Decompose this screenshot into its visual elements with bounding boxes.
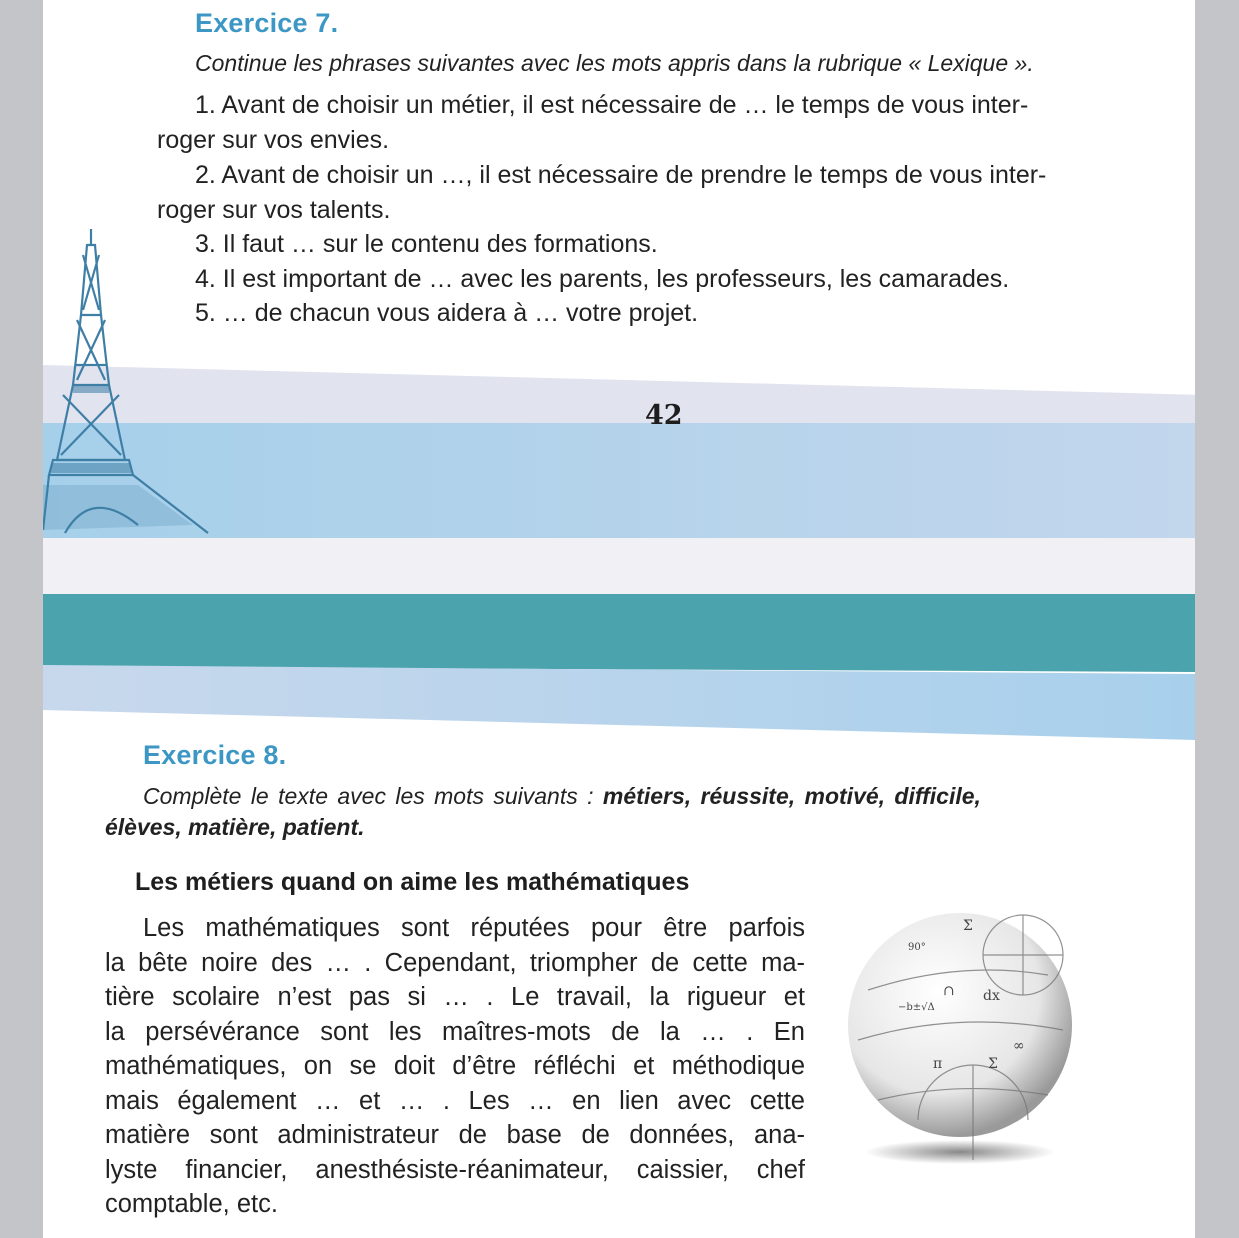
svg-text:π: π: [933, 1056, 943, 1072]
svg-text:−b±√Δ: −b±√Δ: [898, 1002, 935, 1013]
paragraph-line: tière scolaire n’est pas si … . Le travail, la rigueur et: [105, 983, 805, 1011]
exercise-7-title: Exercice 7.: [195, 8, 339, 38]
paragraph-line: la bête noire des … . Cependant, triompher de cette ma-: [105, 948, 805, 977]
page-gap: [43, 538, 1195, 594]
page-number: 42: [645, 400, 683, 431]
text-title: Les métiers quand on aime les mathématiques: [135, 868, 690, 896]
paragraph-line: mais également … et … . Les … en lien avec cette: [105, 1086, 805, 1115]
exercise-8-instruction: [143, 783, 1113, 810]
word-list: élèves, matière, patient.: [105, 814, 365, 840]
paragraph-line: Les mathématiques sont réputées pour être parfois: [143, 914, 805, 942]
exercise-8-instruction-cont: [105, 814, 365, 841]
svg-text:Σ: Σ: [963, 918, 973, 934]
exercise-7-line: 3. Il faut … sur le contenu des formations.: [195, 230, 658, 258]
header-band-teal: [43, 594, 1195, 672]
paragraph-line: lyste financier, anesthésiste-réanimateur, caissier, chef: [105, 1155, 805, 1184]
instruction-text: Complète le texte avec les mots suivants :: [143, 783, 603, 809]
svg-text:Σ: Σ: [988, 1056, 998, 1072]
paragraph-line: mathématiques, on se doit d’être réfléchi et méthodique: [105, 1052, 805, 1080]
exercise-7-line: 1. Avant de choisir un métier, il est nécessaire de … le temps de vous inter-: [195, 91, 1029, 119]
eiffel-tower-icon: [43, 225, 218, 535]
paragraph-line: la persévérance sont les maîtres-mots de la … . En: [105, 1017, 805, 1046]
exercise-7-line: 2. Avant de choisir un …, il est nécessaire de prendre le temps de vous inter-: [195, 161, 1047, 189]
svg-text:90°: 90°: [908, 942, 926, 953]
exercise-7-line: 5. … de chacun vous aidera à … votre projet.: [195, 299, 699, 327]
svg-text:∩: ∩: [943, 983, 955, 999]
word-list: métiers, réussite, motivé, difficile,: [602, 783, 981, 809]
exercise-7-line: roger sur vos envies.: [157, 126, 390, 154]
exercise-7-instruction: Continue les phrases suivantes avec les mots appris dans la rubrique « Lexique ».: [195, 50, 1034, 76]
paragraph-line: comptable, etc.: [105, 1190, 278, 1218]
text-paragraph: [105, 911, 805, 1222]
document-page: [43, 0, 1195, 1238]
exercise-7-line: roger sur vos talents.: [157, 196, 391, 224]
exercise-7-line: 4. Il est important de … avec les parents, les professeurs, les camarades.: [195, 265, 1010, 293]
exercise-8-title: Exercice 8.: [143, 740, 287, 770]
svg-text:dx: dx: [983, 988, 1000, 1004]
header-band-light: [43, 665, 1195, 740]
svg-text:∞: ∞: [1013, 1038, 1025, 1054]
math-sphere-icon: [848, 890, 1073, 1170]
paragraph-line: matière sont administrateur de base de données, ana-: [105, 1121, 805, 1149]
